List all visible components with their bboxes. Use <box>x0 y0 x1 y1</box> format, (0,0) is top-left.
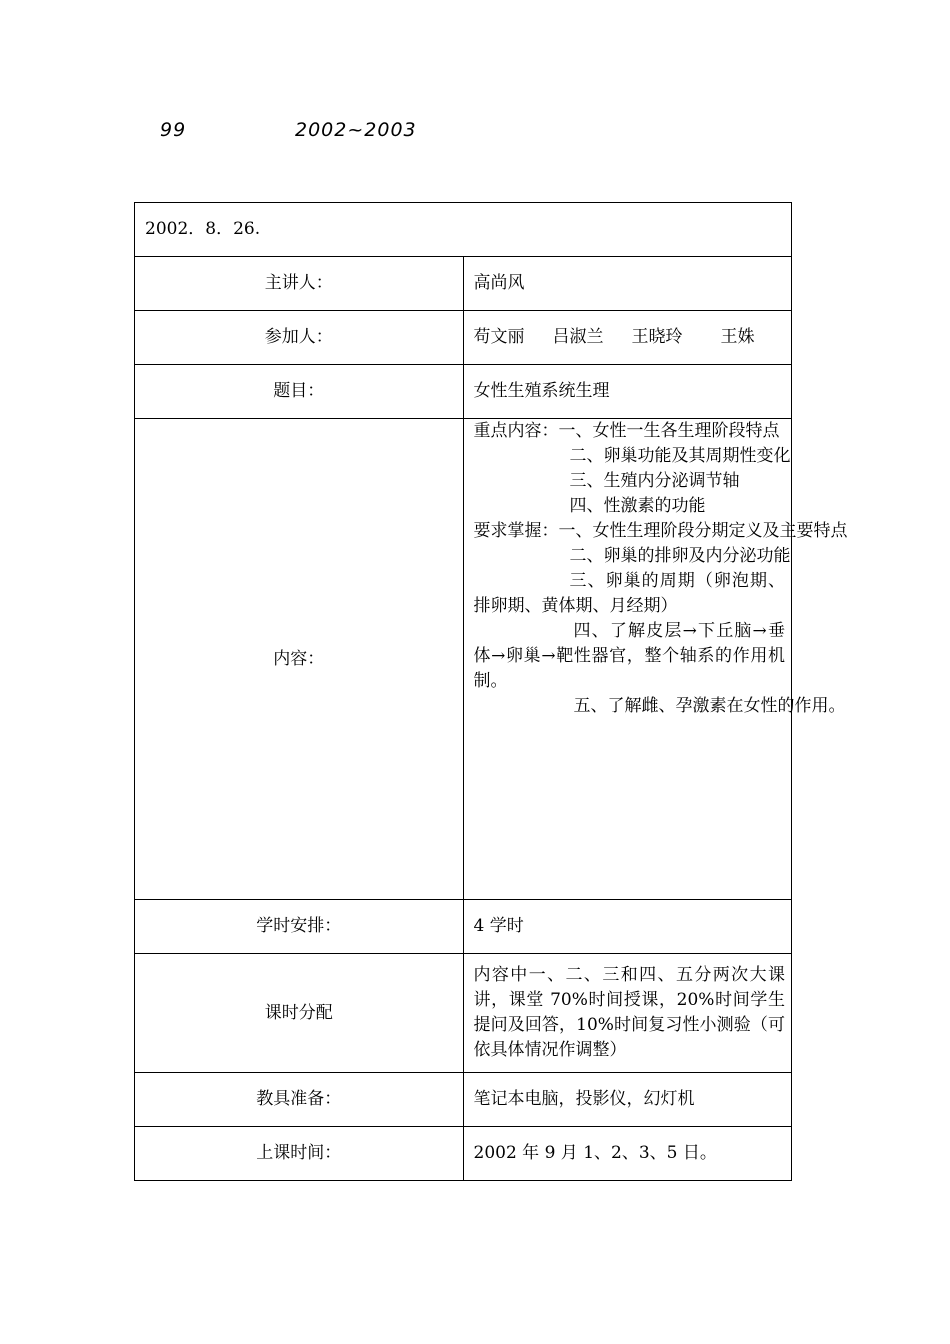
distribution-label: 课时分配 <box>135 954 464 1073</box>
participants-value <box>463 311 792 365</box>
hours-row <box>135 900 792 954</box>
hours-value: 4 学时 <box>463 900 792 954</box>
content-line: 重点内容：一、女性一生各生理阶段特点 <box>473 421 780 441</box>
equipment-value: 笔记本电脑，投影仪，幻灯机 <box>463 1073 792 1127</box>
content-value <box>463 419 848 900</box>
header-year-range: 2002~2003 <box>295 119 417 141</box>
participant-name: 王晓玲 <box>631 327 683 347</box>
content-line: 三、生殖内分泌调节轴 <box>569 471 740 491</box>
content-line: 二、卵巢功能及其周期性变化 <box>569 446 791 466</box>
distribution-value: 内容中一、二、三和四、五分两次大课讲，课堂 70%时间授课，20%时间学生提问及回答，10%时间复习性小测验（可依具体情况作调整） <box>463 954 792 1073</box>
speaker-value: 高尚风 <box>463 257 792 311</box>
content-line: 三、卵巢的周期（卵泡期、排卵期、黄体期、月经期） <box>473 571 785 616</box>
header-number: 99 <box>160 119 187 141</box>
class-time-label: 上课时间： <box>135 1127 464 1181</box>
hours-label: 学时安排： <box>135 900 464 954</box>
date-cell: 2002．8．26. <box>135 203 792 257</box>
date-row <box>135 203 792 257</box>
participant-name: 吕淑兰 <box>552 327 604 347</box>
lesson-plan-table <box>134 202 848 1181</box>
content-line: 二、卵巢的排卵及内分泌功能 <box>569 546 791 566</box>
equipment-label: 教具准备： <box>135 1073 464 1127</box>
content-line: 四、性激素的功能 <box>569 496 706 516</box>
speaker-label: 主讲人： <box>135 257 464 311</box>
participants-label: 参加人： <box>135 311 464 365</box>
content-label: 内容： <box>135 419 464 900</box>
participant-name: 苟文丽 <box>473 327 525 347</box>
content-row <box>135 419 792 900</box>
participant-name: 王姝 <box>720 327 755 347</box>
content-line: 四、了解皮层→下丘脑→垂体→卵巢→靶性器官，整个轴系的作用机制。 <box>473 621 785 691</box>
class-time-row <box>135 1127 792 1181</box>
equipment-row <box>135 1073 792 1127</box>
participants-row <box>135 311 792 365</box>
topic-value: 女性生殖系统生理 <box>463 365 792 419</box>
topic-row <box>135 365 792 419</box>
speaker-row <box>135 257 792 311</box>
content-line: 五、了解雌、孕激素在女性的作用。 <box>573 696 846 716</box>
class-time-value: 2002 年 9 月 1、2、3、5 日。 <box>463 1127 792 1181</box>
content-line: 要求掌握：一、女性生理阶段分期定义及主要特点 <box>473 521 848 541</box>
distribution-row <box>135 954 792 1073</box>
topic-label: 题目： <box>135 365 464 419</box>
